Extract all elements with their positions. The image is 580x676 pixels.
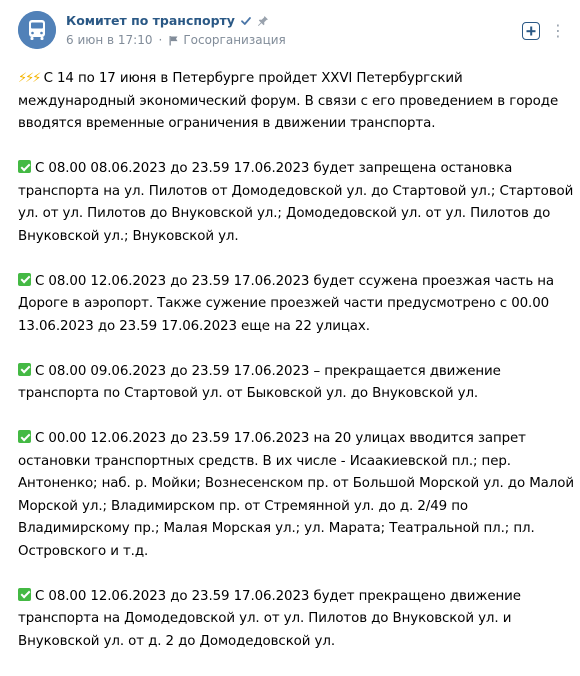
add-button[interactable] (522, 22, 540, 40)
bus-icon (18, 11, 56, 49)
list-item (18, 158, 574, 248)
check-icon (18, 588, 31, 601)
intro-text: С 14 по 17 июня в Петербурге пройдет XXVI Петербургский международный экономический форум. В связи с его проведением в городе вводятся временные ограничения в движении транспорта. (18, 71, 559, 131)
check-icon (18, 273, 31, 286)
flag-icon (168, 35, 179, 46)
more-button[interactable]: ⋮ (550, 21, 566, 40)
post-date[interactable]: 6 июн в 17:10 (66, 33, 153, 47)
intro-paragraph (18, 68, 574, 136)
author-name[interactable]: Комитет по транспорту (66, 13, 235, 28)
item-text: С 08.00 09.06.2023 до 23.59 17.06.2023 – прекращается движение транспорта по Стартовой ул. от Быковской ул. до Внуковской ул. (18, 363, 501, 401)
verified-icon (240, 15, 252, 27)
item-text: С 08.00 12.06.2023 до 23.59 17.06.2023 будет прекращено движение транспорта на Домодедовской ул. от ул. Пилотов до Внуковской ул. и Внуковской ул. от д. 2 до Домодедовской ул. (18, 588, 521, 649)
pin-icon (257, 15, 269, 27)
item-text: С 00.00 12.06.2023 до 23.59 17.06.2023 на 20 улицах вводится запрет остановки транспортных средств. В их числе - Исаакиевской пл.; пер. Антоненко; наб. р. Мойки; Вознесенском пр. от Большой Морской ул. до Малой Морской ул.; Владимирском пр. от Стремянной ул. до д. 2/49 по Владимирскому пр.; Малая Морская ул.; ул. Марата; Театральной пл.; пл. Островского и т.д. (18, 431, 574, 559)
post-category: Госорганизация (183, 33, 286, 47)
meta-separator: · (158, 33, 163, 47)
list-item (18, 271, 574, 339)
post-meta (66, 33, 286, 47)
avatar[interactable] (18, 11, 56, 49)
post-text (18, 68, 574, 676)
lightning-icon: ⚡⚡⚡ (18, 71, 40, 86)
list-item (18, 428, 574, 563)
check-icon (18, 160, 31, 173)
list-item (18, 361, 574, 406)
check-icon (18, 430, 31, 443)
list-item (18, 586, 574, 654)
post-header (14, 8, 566, 52)
item-text: С 08.00 08.06.2023 до 23.59 17.06.2023 будет запрещена остановка транспорта на ул. Пилотов от Домодедовской ул. до Стартовой ул.; Стартовой ул. от ул. Пилотов до Внуковской ул.; Домодедовской ул. от ул. Пилотов до Внуковской ул.; Внуковской ул. (18, 161, 574, 244)
post-author[interactable] (66, 13, 269, 28)
check-icon (18, 363, 31, 376)
item-text: С 08.00 12.06.2023 до 23.59 17.06.2023 будет ссужена проезжая часть на Дороге в аэропорт. Также сужение проезжей части предусмотрено с 00.00 13.06.2023 до 23.59 17.06.2023 еще на 22 улицах. (18, 273, 555, 334)
